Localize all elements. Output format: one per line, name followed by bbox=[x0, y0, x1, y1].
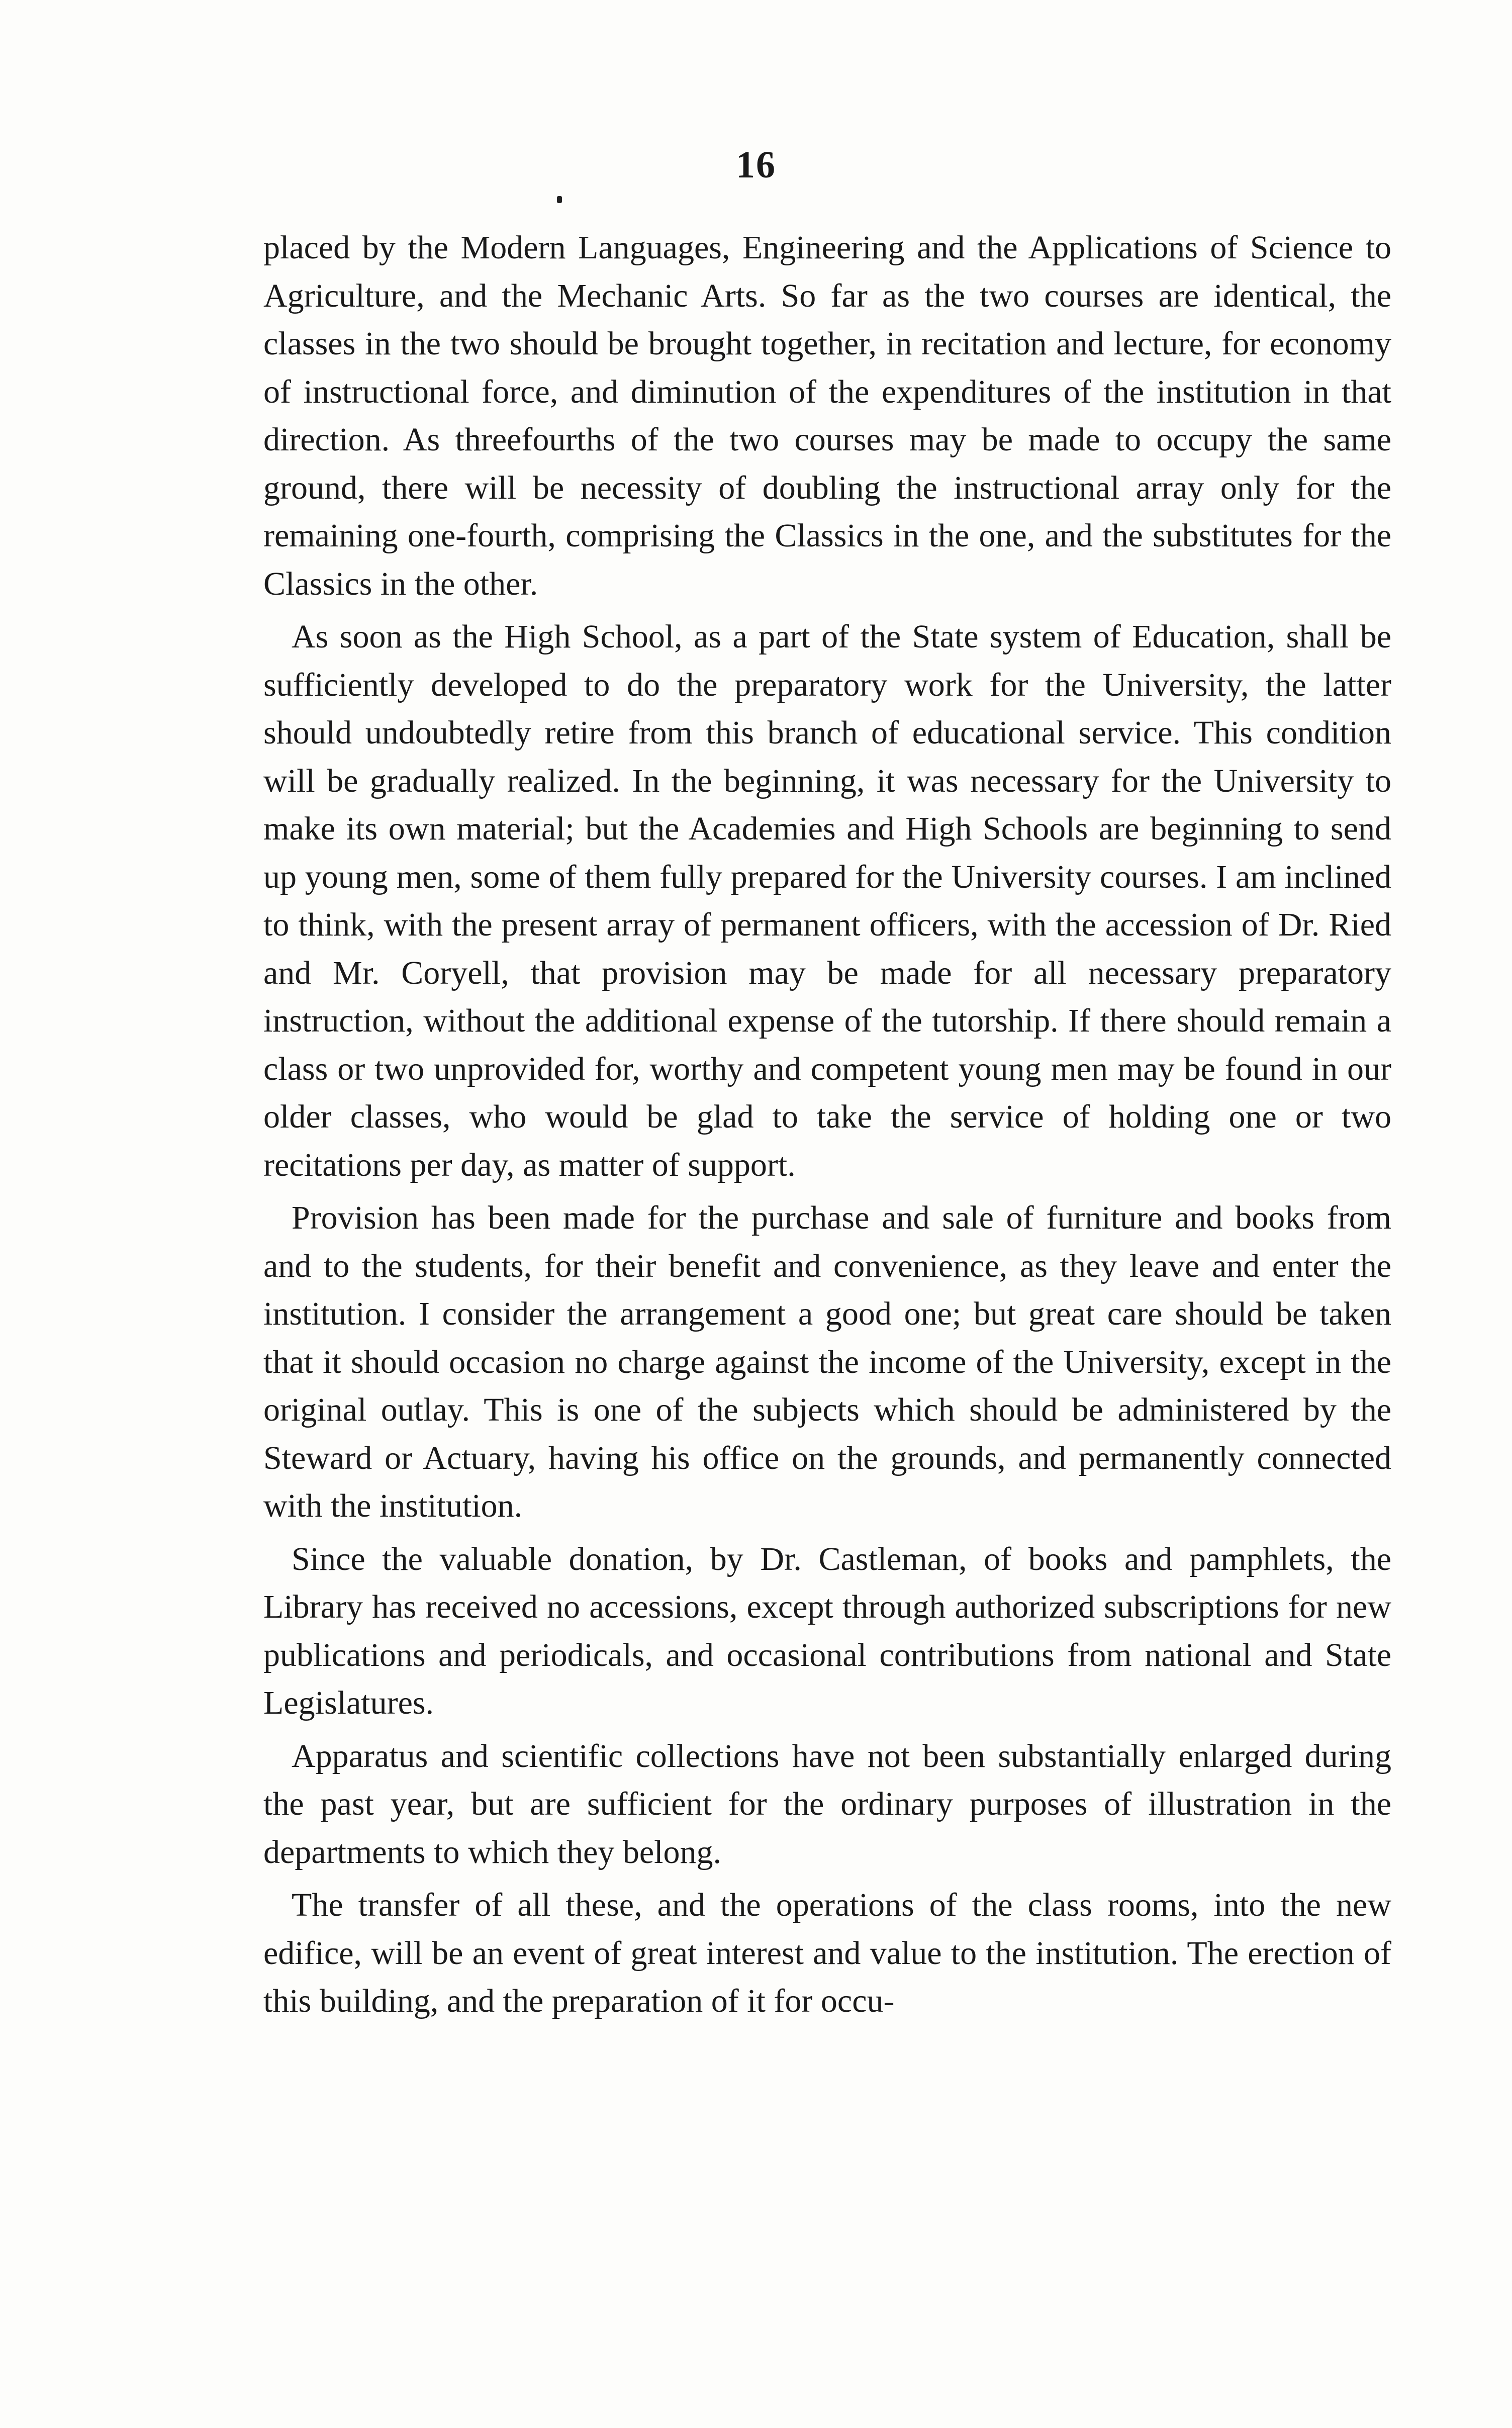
body-text bbox=[263, 224, 1391, 2025]
page-number: 16 bbox=[736, 144, 776, 186]
paragraph-high-school: As soon as the High School, as a part of the State system of Education, shall be sufficiently developed to do the preparatory work for the University, the latter should undoubtedly retire from this branch of educational service. This condition will be gradually realized. In the beginning, it was necessary for the University to make its own material; but the Academies and High Schools are beginning to send up young men, some of them fully prepared for the University courses. I am inclined to think, with the present array of permanent officers, with the accession of Dr. Ried and Mr. Coryell, that provision may be made for all necessary preparatory instruction, without the additional expense of the tutorship. If there should remain a class or two unprovided for, worthy and competent young men may be found in our older classes, who would be glad to take the service of holding one or two recitations per day, as matter of support. bbox=[263, 618, 1391, 1183]
paragraph-transfer: The transfer of all these, and the operations of the class rooms, into the new edifice, will be an event of great interest and value to the institution. The erection of this building, and the preparation of it for occu- bbox=[263, 1887, 1391, 2019]
ink-speck bbox=[557, 196, 562, 203]
paragraph-continuation: placed by the Modern Languages, Engineering and the Applications of Science to Agriculture, and the Mechanic Arts. So far as the two courses are identical, the classes in the two should be brought together, in recitation and lecture, for economy of instructional force, and diminution of the expenditures of the institution in that direction. As threefourths of the two courses may be made to occupy the same ground, there will be necessity of doubling the instructional array only for the remaining one-fourth, comprising the Classics in the one, and the substitutes for the Classics in the other. bbox=[263, 229, 1391, 602]
paragraph-library: Since the valuable donation, by Dr. Castleman, of books and pamphlets, the Library has received no accessions, except through authorized subscriptions for new publications and periodicals, and occasional contributions from national and State Legislatures. bbox=[263, 1540, 1391, 1721]
paragraph-furniture-books: Provision has been made for the purchase and sale of furniture and books from and to the students, for their benefit and convenience, as they leave and enter the institution. I consider the arrangement a good one; but great care should be taken that it should occasion no charge against the income of the University, except in the original outlay. This is one of the subjects which should be administered by the Steward or Actuary, having his office on the grounds, and permanently connected with the institution. bbox=[263, 1199, 1391, 1524]
paragraph-apparatus: Apparatus and scientific collections have not been substantially enlarged during the past year, but are sufficient for the ordinary purposes of illustration in the departments to which they belong. bbox=[263, 1737, 1391, 1871]
